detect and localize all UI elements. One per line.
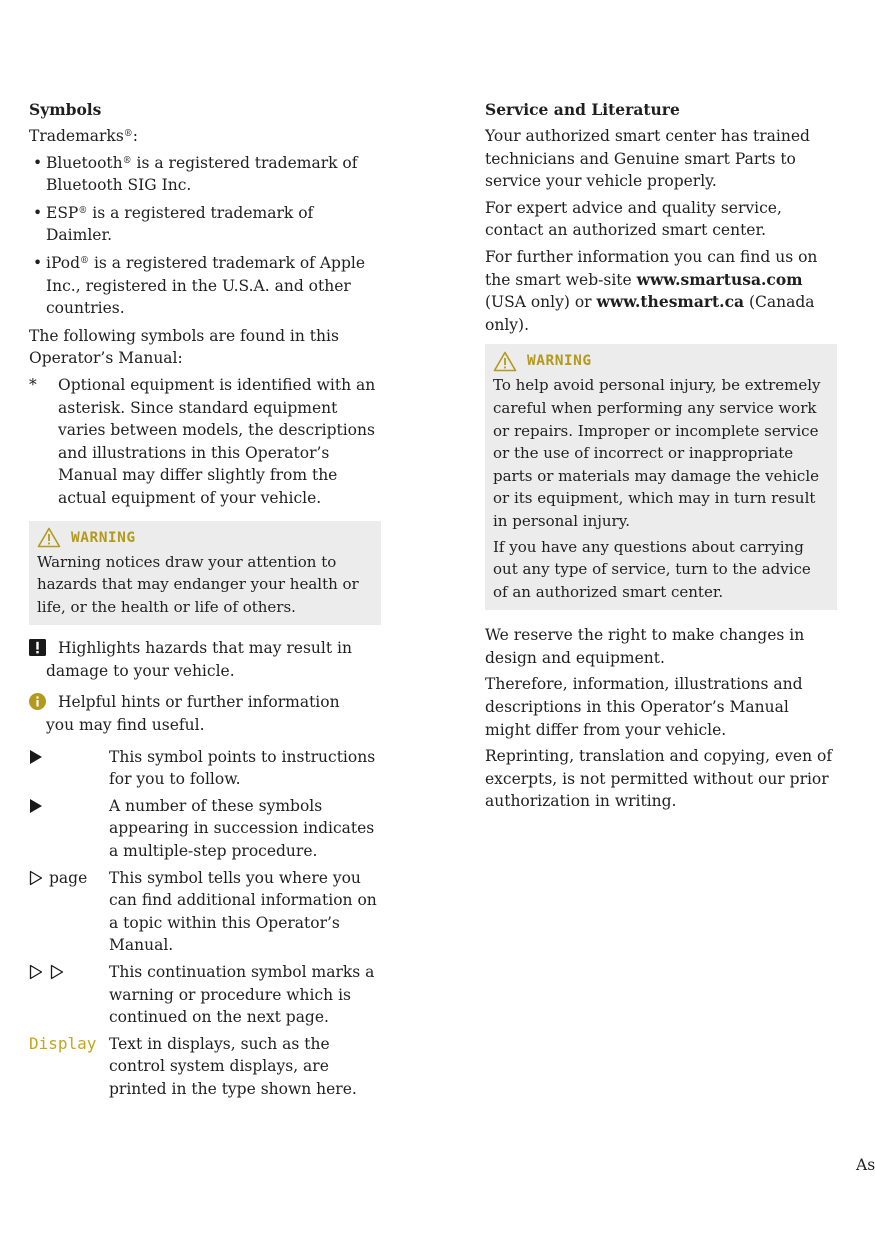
warning-title: WARNING — [527, 353, 592, 370]
exclamation-icon — [29, 639, 46, 656]
left-column — [29, 99, 381, 1105]
trademark-bullet-bluetooth: • Bluetooth® is a registered trademark of Bluetooth SIG Inc. — [29, 152, 381, 197]
symbols-heading: Symbols — [29, 100, 102, 119]
outline-triangle-icon — [29, 870, 43, 886]
right-column — [485, 99, 837, 817]
service-paragraph-2: For expert advice and quality service, contact an authorized smart center. — [485, 198, 782, 240]
trademark-bullet-esp: • ESP® is a registered trademark of Daimler. — [29, 202, 381, 247]
smartusa-link[interactable]: www.smartusa.com — [636, 269, 803, 289]
service-heading: Service and Literature — [485, 100, 680, 119]
hazard-note — [29, 637, 381, 682]
warning-triangle-icon — [493, 351, 517, 372]
trademark-bullet-ipod: • iPod® is a registered trademark of Apple Inc., registered in the U.S.A. and other countries. — [29, 252, 381, 320]
symbol-row-multistep — [29, 795, 381, 863]
service-paragraph-1: Your authorized smart center has trained technicians and Genuine smart Parts to service your vehicle properly. — [485, 127, 810, 191]
bullet-dot: • — [33, 253, 43, 272]
trademarks-label: Trademarks®: — [29, 127, 139, 145]
symbol-row-text: A number of these symbols appearing in succession indicates a multiple-step procedure. — [109, 796, 375, 861]
warning-text: Warning notices draw your attention to hazards that may endanger your health or life, or the health or life of others. — [37, 552, 359, 616]
service-paragraph-3: For further information you can find us on the smart web-site www.smartusa.com (USA only) or www.thesmart.ca (Canada only). — [485, 247, 818, 334]
warning-box-left — [29, 521, 381, 626]
symbol-row-text: This symbol points to instructions for you to follow. — [109, 747, 376, 789]
asterisk-symbol: * — [29, 375, 37, 394]
thesmart-link[interactable]: www.thesmart.ca — [596, 292, 745, 312]
info-icon — [29, 693, 46, 710]
continuation-icon — [29, 964, 65, 980]
symbol-row-page-reference — [29, 867, 381, 957]
service-paragraph-5: Therefore, information, illustrations and descriptions in this Operator’s Manual might differ from your vehicle. — [485, 675, 803, 739]
filled-triangle-icon — [29, 798, 43, 814]
bullet-dot: • — [33, 153, 43, 172]
info-note — [29, 691, 381, 736]
symbol-row-text: Text in displays, such as the control system displays, are printed in the type shown here. — [109, 1034, 357, 1098]
warning-title: WARNING — [71, 529, 136, 546]
warning-text-1: To help avoid personal injury, be extremely careful when performing any service work or repairs. Improper or incomplete service or the use of incorrect or inappropriate parts or materials may damage the vehicle or its equipment, which may in turn result in personal injury. — [493, 376, 821, 530]
filled-triangle-icon — [29, 749, 43, 765]
symbol-row-text: This continuation symbol marks a warning or procedure which is continued on the next page. — [109, 963, 375, 1027]
symbols-intro: The following symbols are found in this Operator’s Manual: — [29, 326, 339, 368]
warning-box-right — [485, 344, 837, 610]
symbol-row-display — [29, 1033, 381, 1101]
hazard-text-first: Highlights hazards that may result in — [58, 639, 352, 658]
symbol-row-continuation — [29, 961, 381, 1029]
asterisk-text: Optional equipment is identified with an asterisk. Since standard equipment varies between models, the descriptions and illustrations in this Operator’s Manual may differ slightly from the actual equipment of your vehicle. — [58, 375, 376, 507]
page-tab-label: As — [856, 1156, 875, 1174]
service-paragraph-4: We reserve the right to make changes in design and equipment. — [485, 626, 805, 667]
service-paragraph-6: Reprinting, translation and copying, even of excerpts, is not permitted without our prior authorization in writing. — [485, 747, 833, 811]
display-label: Display — [29, 1033, 97, 1053]
page-label: page — [49, 868, 88, 887]
info-text-first: Helpful hints or further information — [58, 693, 340, 712]
symbol-row-text: This symbol tells you where you can find additional information on a topic within this Operator’s Manual. — [109, 868, 377, 955]
asterisk-note — [29, 374, 381, 510]
symbol-row-instruction — [29, 746, 381, 791]
info-text-rest: you may find useful. — [46, 716, 205, 735]
bullet-dot: • — [33, 203, 43, 222]
hazard-text-rest: damage to your vehicle. — [46, 661, 235, 680]
warning-triangle-icon — [37, 527, 61, 548]
warning-text-2: If you have any questions about carrying out any type of service, turn to the advice of an authorized smart center. — [493, 537, 811, 601]
